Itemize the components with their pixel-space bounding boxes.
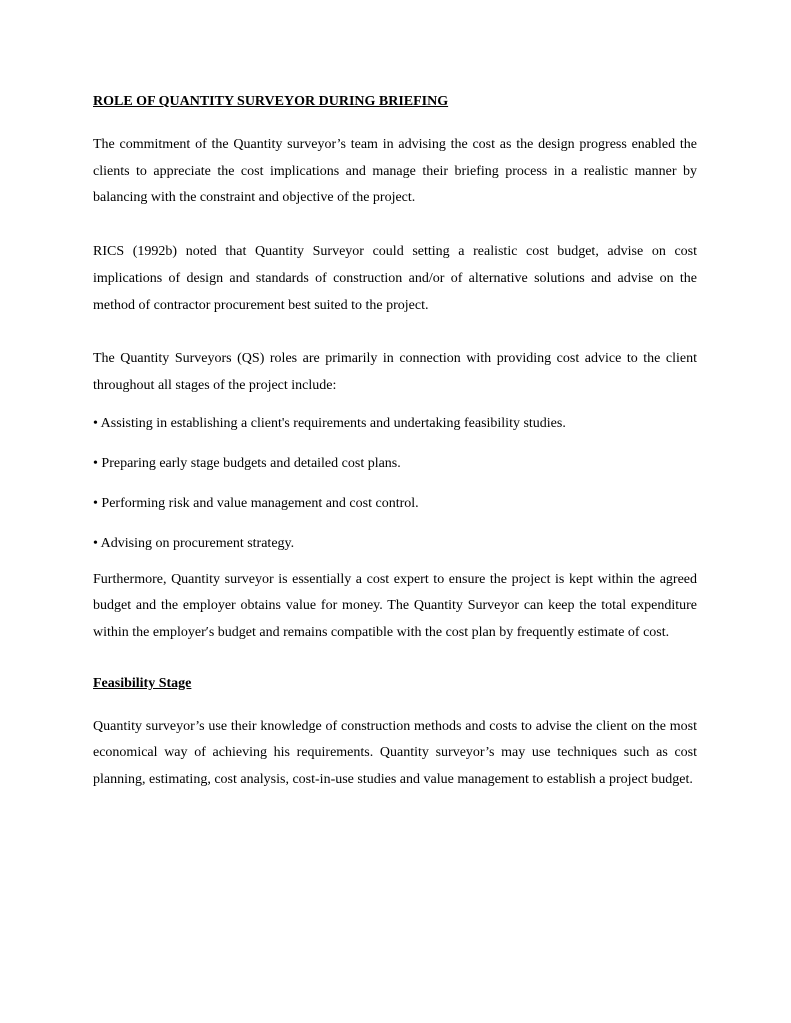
- bullet-item: • Preparing early stage budgets and detailed cost plans.: [93, 455, 401, 471]
- bullet-item: • Advising on procurement strategy.: [93, 535, 295, 551]
- paragraph-feasibility: Quantity surveyor’s use their knowledge of construction methods and costs to advise the client on the most economical way of achieving his requirements. Quantity surveyor’s may use techniques such as cost planning, estimating, cost analysis, cost-in-use studies and value management to establish a project budget.: [93, 718, 697, 788]
- paragraph-commitment: The commitment of the Quantity surveyor’s team in advising the cost as the design progress enabled the clients to appreciate the cost implications and manage their briefing process in a realistic manner by balancing with the constraint and objective of the project.: [93, 137, 697, 206]
- paragraph-qs-roles: The Quantity Surveyors (QS) roles are primarily in connection with providing cost advice to the client throughout all stages of the project include:: [93, 351, 697, 393]
- paragraph-furthermore: Furthermore, Quantity surveyor is essentially a cost expert to ensure the project is kept within the agreed budget and the employer obtains value for money. The Quantity Surveyor can keep the total expenditure within the employer′s budget and remains compatible with the cost plan by frequently estimate of cost.: [93, 571, 697, 641]
- bullet-item: • Assisting in establishing a client's requirements and undertaking feasibility studies.: [93, 415, 566, 431]
- section-heading: ROLE OF QUANTITY SURVEYOR DURING BRIEFING: [93, 94, 449, 109]
- document-page: [93, 92, 697, 794]
- paragraph-rics: RICS (1992b) noted that Quantity Surveyor could setting a realistic cost budget, advise on cost implications of design and standards of construction and/or of alternative solutions and advise on the method of contractor procurement best suited to the project.: [93, 244, 697, 313]
- bullet-item: • Performing risk and value management and cost control.: [93, 495, 419, 511]
- subheading-feasibility: Feasibility Stage: [93, 675, 192, 691]
